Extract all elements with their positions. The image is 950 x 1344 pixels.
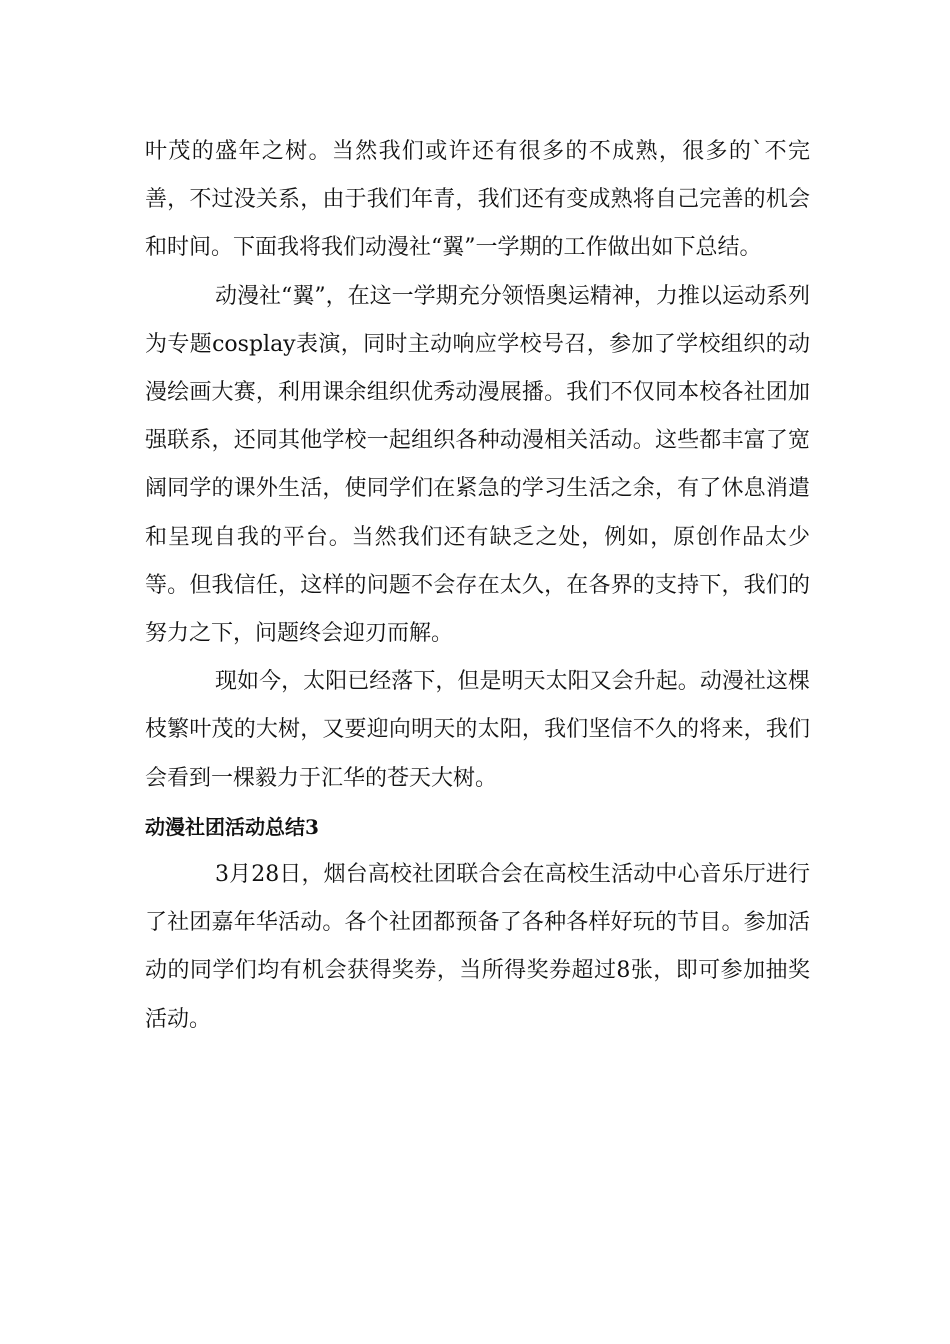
paragraph-carnival: 3月28日，烟台高校社团联合会在高校生活动中心音乐厅进行了社团嘉年华活动。各个社团都预备了各种各样好玩的节目。参加活动的同学们均有机会获得奖券，当所得奖券超过8张，即可参加抽奖活动。: [145, 862, 810, 1032]
paragraph-outlook: 现如今，太阳已经落下，但是明天太阳又会升起。动漫社这棵枝繁叶茂的大树，又要迎向明天的太阳，我们坚信不久的将来，我们会看到一棵毅力于汇华的苍天大树。: [145, 669, 810, 791]
section-heading: 动漫社团活动总结3: [145, 814, 319, 839]
paragraph-club-activities: 动漫社“翼”，在这一学期充分领悟奥运精神，力推以运动系列为专题cosplay表演，同时主动响应学校号召，参加了学校组织的动漫绘画大赛，利用课余组织优秀动漫展播。我们不仅同本校各社团加强联系，还同其他学校一起组织各种动漫相关活动。这些都丰富了宽阔同学的课外生活，使同学们在紧急的学习生活之余，有了休息消遣和呈现自我的平台。当然我们还有缺乏之处，例如，原创作品太少等。但我信任，这样的问题不会存在太久，在各界的支持下，我们的努力之下，问题终会迎刃而解。: [145, 283, 810, 647]
document-body: [145, 128, 810, 1044]
paragraph-continuation: 叶茂的盛年之树。当然我们或许还有很多的不成熟，很多的`不完善，不过没关系，由于我们年青，我们还有变成熟将自己完善的机会和时间。下面我将我们动漫社“翼”一学期的工作做出如下总结。: [145, 139, 810, 261]
